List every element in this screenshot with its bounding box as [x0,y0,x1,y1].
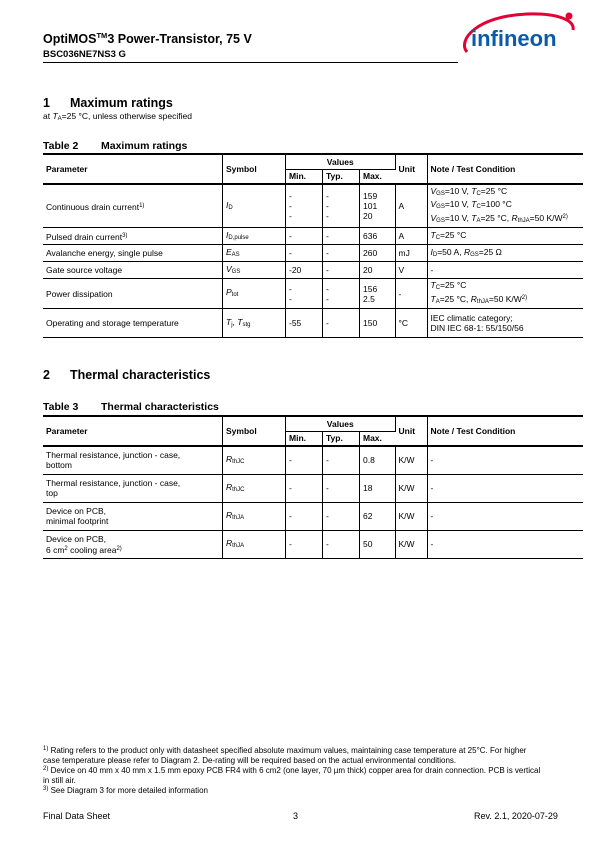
unit-cell: K/W [395,446,427,474]
table-row [43,184,583,228]
min-cell: - [286,446,323,474]
max-cell: 260 [360,245,396,262]
symbol-cell: RthJA [223,502,286,530]
unit-cell: °C [395,309,427,338]
col-symbol: Symbol [223,416,286,446]
header-divider [43,62,458,63]
min-cell: -20 [286,262,323,279]
table-row [43,262,583,279]
col-min: Min. [286,169,323,184]
col-min: Min. [286,431,323,446]
note-cell: - [427,446,583,474]
unit-cell: mJ [395,245,427,262]
typ-cell: - - - [323,184,360,228]
table-row [43,228,583,245]
max-cell: 156 2.5 [360,279,396,309]
unit-cell: V [395,262,427,279]
table-row [43,309,583,338]
max-cell: 150 [360,309,396,338]
typ-cell: - [323,262,360,279]
typ-cell: - - [323,279,360,309]
col-parameter: Parameter [43,416,223,446]
max-cell: 18 [360,474,396,502]
table-row [43,502,583,530]
symbol-cell: VGS [223,262,286,279]
col-note: Note / Test Condition [427,416,583,446]
symbol-cell: ID [223,184,286,228]
param-cell: Gate source voltage [43,262,223,279]
col-parameter: Parameter [43,154,223,184]
note-cell: - [427,502,583,530]
document-title: OptiMOS™3 Power-Transistor, 75 V [43,31,252,47]
param-cell: Thermal resistance, junction - case, top [43,474,223,502]
table-row [43,446,583,474]
max-cell: 636 [360,228,396,245]
min-cell: - - [286,279,323,309]
typ-cell: - [323,228,360,245]
note-cell: - [427,474,583,502]
footnotes [43,745,543,796]
col-max: Max. [360,431,396,446]
footnote-3: $^{3)}$ See Diagram 3 for more detailed information [43,786,208,796]
table-row [43,474,583,502]
symbol-cell: Tj, Tstg [223,309,286,338]
col-symbol: Symbol [223,154,286,184]
unit-cell: K/W [395,502,427,530]
typ-cell: - [323,309,360,338]
unit-cell: K/W [395,474,427,502]
unit-cell: A [395,228,427,245]
symbol-cell: RthJA [223,530,286,558]
footer-doc-type: Final Data Sheet [43,811,111,821]
footnote-1: $^{1)}$ Rating refers to the product only with datasheet specified absolute maximum values, maintaining case temperature at 25°C. For higher case temperature please refer to Diagram 2. De-rating will be required based on the actual environmental conditions. [43,746,527,765]
logo-wordmark: infineon [471,26,557,51]
param-cell: Avalanche energy, single pulse [43,245,223,262]
symbol-cell: RthJC [223,446,286,474]
note-cell: ID=50 A, RGS=25 Ω [427,245,583,262]
typ-cell: - [323,245,360,262]
part-number: BSC036NE7NS3 G [43,49,126,60]
param-cell: Operating and storage temperature [43,309,223,338]
col-unit: Unit [395,154,427,184]
table-3-caption: Table 3 Thermal characteristics [43,401,219,413]
param-cell: Pulsed drain current$^{3)}$ [43,228,223,245]
max-cell: 159 101 20 [360,184,396,228]
col-values: Values [286,416,396,431]
symbol-cell: ID,pulse [223,228,286,245]
min-cell: - [286,474,323,502]
max-cell: 0.8 [360,446,396,474]
typ-cell: - [323,530,360,558]
maximum-ratings-table [43,153,583,338]
unit-cell: - [395,279,427,309]
infineon-logo [457,10,579,60]
note-cell: VGS=10 V, TC=25 °C VGS=10 V, TC=100 °C VGS=10 V, TA=25 °C, RthJA=50 $K/W^{2)}$ [427,184,583,228]
table-row [43,530,583,558]
thermal-characteristics-table [43,415,583,559]
table-2-caption: Table 2 Maximum ratings [43,140,188,152]
note-cell: TC=25 °C [427,228,583,245]
unit-cell: K/W [395,530,427,558]
min-cell: -55 [286,309,323,338]
max-cell: 62 [360,502,396,530]
param-cell: Thermal resistance, junction - case, bottom [43,446,223,474]
note-cell: TC=25 °C TA=25 °C, RthJA=50 $K/W^{2)}$ [427,279,583,309]
col-values: Values [286,154,396,169]
typ-cell: - [323,446,360,474]
section-1-heading: 1 Maximum ratings [43,96,173,110]
footer-page-number: 3 [293,811,299,821]
section-1-condition: at TA=25 °C, unless otherwise specified [43,111,192,122]
symbol-cell: RthJC [223,474,286,502]
min-cell: - [286,228,323,245]
min-cell: - [286,502,323,530]
param-cell: Device on PCB, minimal footprint [43,502,223,530]
col-max: Max. [360,169,396,184]
footnote-2: $^{2)}$ Device on 40 mm x 40 mm x 1.5 mm epoxy PCB FR4 with 6 cm2 (one layer, 70 µm thick) copper area for drain connection. PCB is vertical in still air. [43,766,541,785]
min-cell: - [286,245,323,262]
param-cell: Continuous drain current$^{1)}$ [43,184,223,228]
section-2-heading: 2 Thermal characteristics [43,368,211,382]
logo-dot [566,13,573,20]
table-row [43,245,583,262]
col-unit: Unit [395,416,427,446]
unit-cell: A [395,184,427,228]
param-cell: Device on PCB, 6 $cm^2$ cooling area$^{2)}$ [43,530,223,558]
typ-cell: - [323,474,360,502]
note-cell: - [427,262,583,279]
col-typ: Typ. [323,431,360,446]
typ-cell: - [323,502,360,530]
col-typ: Typ. [323,169,360,184]
col-note: Note / Test Condition [427,154,583,184]
note-cell: - [427,530,583,558]
max-cell: 20 [360,262,396,279]
min-cell: - - - [286,184,323,228]
footer-revision: Rev. 2.1, 2020-07-29 [474,811,558,821]
symbol-cell: Ptot [223,279,286,309]
max-cell: 50 [360,530,396,558]
table-row [43,279,583,309]
min-cell: - [286,530,323,558]
param-cell: Power dissipation [43,279,223,309]
symbol-cell: EAS [223,245,286,262]
note-cell: IEC climatic category; DIN IEC 68-1: 55/150/56 [427,309,583,338]
